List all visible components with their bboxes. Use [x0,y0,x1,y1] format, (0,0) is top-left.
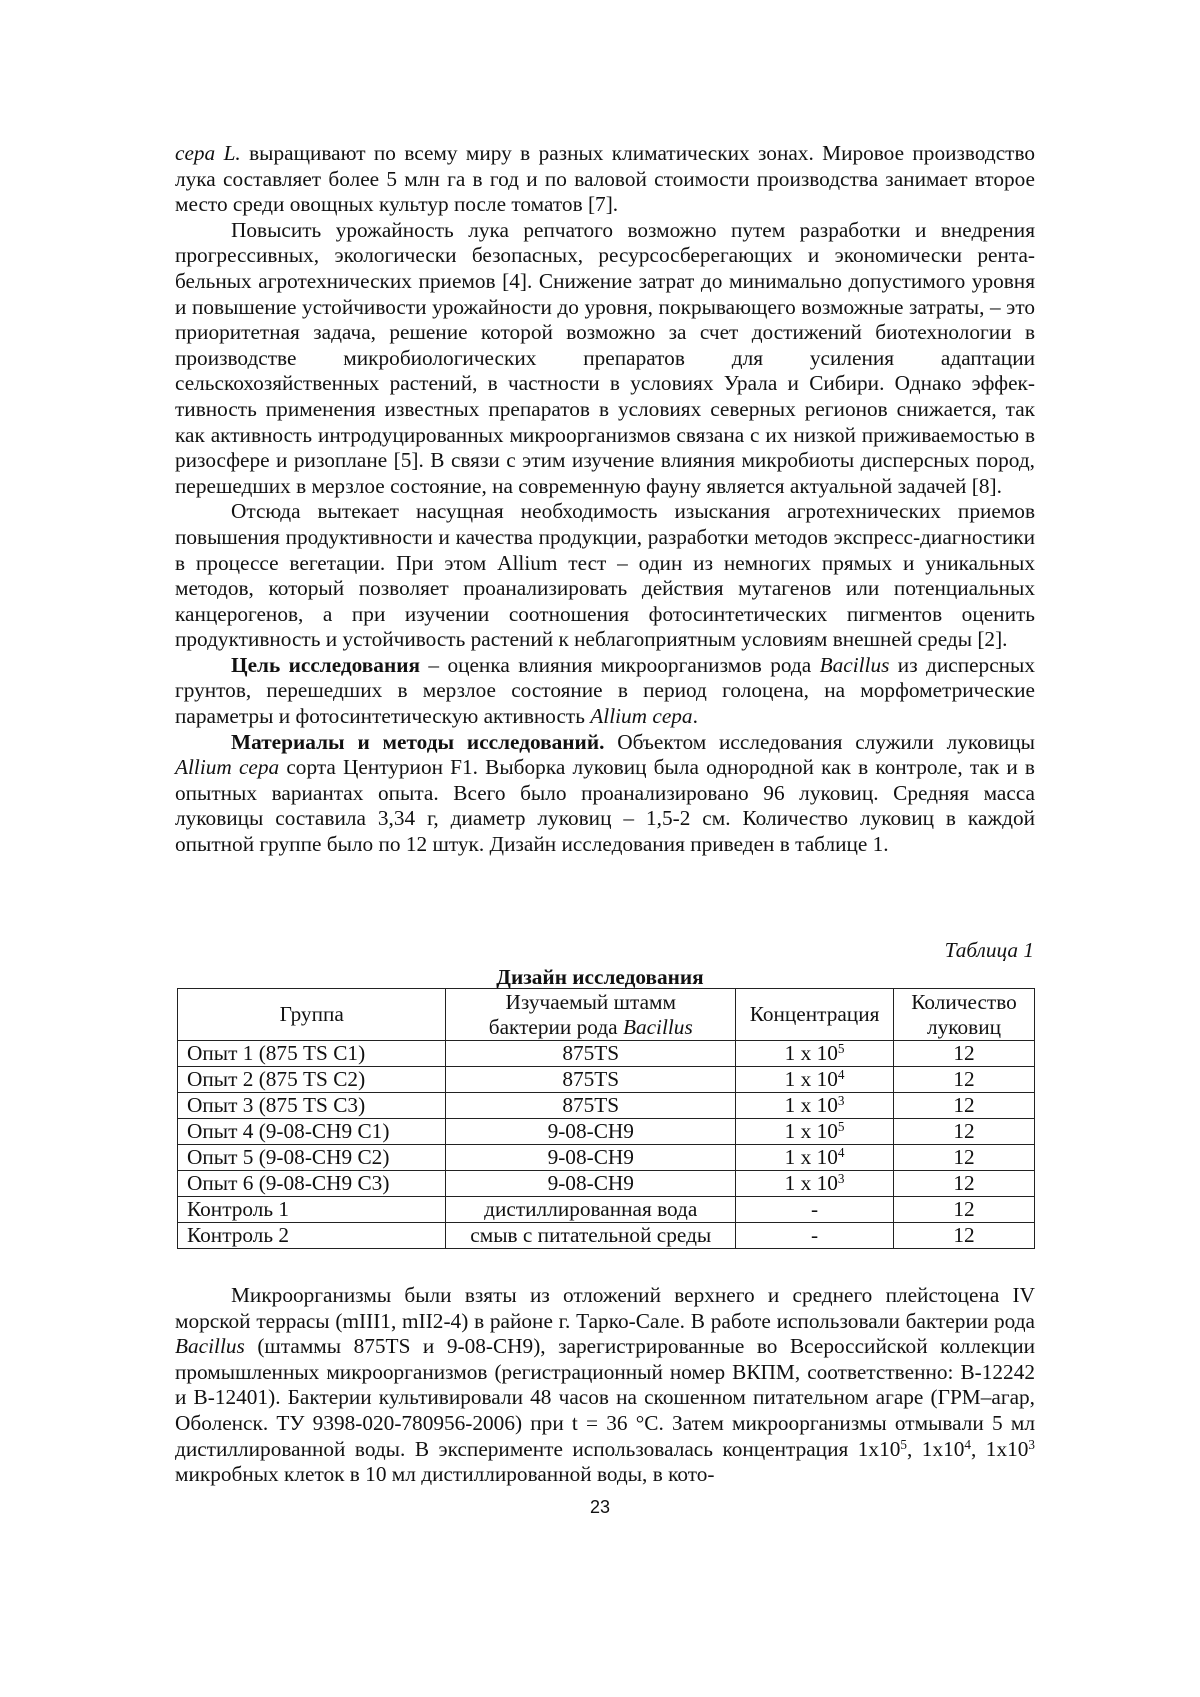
concentration-base: 1 x 10 [784,1041,838,1066]
header-strain-line2: бактерии рода [488,1014,623,1039]
table-title: Дизайн исследования [496,965,704,989]
header-count-line2: луковиц [926,1014,1002,1039]
cell-group: Опыт 4 (9-08-CH9 C1) [178,1119,446,1145]
header-concentration: Концентрация [736,989,894,1041]
table-row [178,1041,1035,1067]
text-run: (штаммы 875TS и 9-08-CH9), зарегистрированные во Всероссийской коллекции промышленных микроорганизмов (регистрационный номер ВКПМ, соответственно: В-12242 и В-12401). Бактерии культивировали 48 часов на скошенном питательном агаре (ГРМ–агар, Оболенск. ТУ 9398-020-780956-2006) при t = 36 °С. Затем микроорганизмы отмывали 5 мл дистиллированной воды. В эксперименте использовалась концентрация 1x10 [175,1334,1035,1461]
text-run: cepa L. [175,141,241,165]
concentration-base: 1 x 10 [784,1093,838,1118]
paragraph [175,730,1035,858]
concentration-exponent: 4 [837,1145,845,1160]
table-body [178,1041,1035,1249]
concentration-base: - [811,1223,819,1248]
table-row [178,1223,1035,1249]
paragraph [175,1283,1035,1488]
text-run: – оценка влияния микроорганизмов рода [420,652,820,677]
table-caption: Таблица 1 [944,938,1034,962]
concentration-exponent: 4 [837,1067,845,1082]
text-run: Материалы и методы исследований. [231,729,605,754]
study-design-table [177,988,1035,1249]
table-row [178,1197,1035,1223]
cell-count: 12 [894,1223,1035,1249]
text-run: , 1x10 [906,1436,965,1461]
text-run: 5 [900,1436,907,1452]
header-group: Группа [178,989,446,1041]
cell-concentration [736,1197,894,1223]
concentration-exponent: 3 [837,1171,845,1186]
cell-concentration [736,1145,894,1171]
concentration-exponent: 5 [837,1119,845,1134]
concentration-exponent: 3 [837,1093,845,1108]
table-row [178,1145,1035,1171]
body-text-bottom [175,1283,1035,1488]
text-run: 4 [964,1436,971,1452]
cell-strain: 9-08-CH9 [446,1119,736,1145]
cell-group: Опыт 5 (9-08-CH9 C2) [178,1145,446,1171]
paragraph [175,499,1035,653]
page-number: 23 [589,1497,611,1517]
cell-strain: 9-08-CH9 [446,1171,736,1197]
body-text-top [175,141,1035,858]
text-run: Объектом исследования служили луковицы [604,729,1035,754]
text-run: Bacillus [819,652,890,677]
cell-strain: смыв с питательной среды [446,1223,736,1249]
text-run: . [692,704,698,729]
paragraph [175,141,1035,218]
text-run: из дисперсных грунтов, перешедших в мерзлое состояние в период голоцена, на морфометрические параметры и фотосинтетическую активность [175,652,1035,729]
cell-group: Контроль 1 [178,1197,446,1223]
text-run: 3 [1028,1436,1035,1452]
cell-strain: 875TS [446,1093,736,1119]
concentration-base: - [811,1197,819,1222]
cell-count: 12 [894,1171,1035,1197]
text-run: Allium cepa [175,755,280,780]
text-run: Повысить урожайность лука репчатого возможно путем разработки и внедрения прогрессивных, экологически безопасных, ресурсосберегающих и экономически рентабельных агротехнических приемов [4]. Снижение затрат до минимально допустимого уровня и повышение устойчивости урожайности до уровня, покрывающего возможные затраты, – это приоритетная задача, решение которой возможно за счет достижений биотехнологии в производстве микробиологических препаратов для усиления адаптации сельскохозяйственных растений, в частности в условиях Урала и Сибири. Однако эффективность применения известных препаратов в условиях северных регионов снижается, так как активность интродуцированных микроорганизмов связана с их низкой приживаемостью в ризосфере и ризоплане [5]. В связи с этим изучение влияния микробиоты дисперсных пород, перешедших в мерзлое состояние, на современную фауну является актуальной задачей [8]. [175,217,1035,498]
table-row [178,1093,1035,1119]
concentration-base: 1 x 10 [784,1145,838,1170]
cell-concentration [736,1067,894,1093]
concentration-base: 1 x 10 [784,1119,838,1144]
cell-concentration [736,1223,894,1249]
cell-count: 12 [894,1119,1035,1145]
text-run: микробных клеток в 10 мл дистиллированной воды, в кото- [175,1462,715,1487]
text-run: Микроорганизмы были взяты из отложений верхнего и среднего плейстоцена IV морской террасы (mIII1, mII2-4) в районе г. Тарко-Сале. В работе использовали бактерии рода [175,1283,1035,1333]
table-row [178,1171,1035,1197]
paragraph [175,218,1035,500]
header-count-line1: Количество [911,990,1017,1014]
text-run: Bacillus [175,1334,245,1359]
cell-group: Опыт 3 (875 TS C3) [178,1093,446,1119]
text-run: выращивают по всему миру в разных климатических зонах. Мировое производство лука составляет более 5 млн га в год и по валовой стоимости производства занимает второе место среди овощных культур после томатов [7]. [175,141,1036,217]
cell-group: Опыт 2 (875 TS C2) [178,1067,446,1093]
cell-strain: дистиллированная вода [446,1197,736,1223]
header-strain-genus: Bacillus [622,1014,693,1039]
table-header-row [178,989,1035,1041]
cell-group: Контроль 2 [178,1223,446,1249]
text-run: сорта Центурион F1. Выборка луковиц была однородной как в контроле, так и в опытных вариантах опыта. Всего было проанализировано 96 луковиц. Средняя масса луковицы составила 3,34 г, диаметр луковиц – 1,5-2 см. Количество луковиц в каждой опытной группе было по 12 штук. Дизайн исследования приведен в таблице 1. [175,755,1035,857]
table-row [178,1119,1035,1145]
text-run: Отсюда вытекает насущная необходимость изыскания агротехнических приемов повышения продуктивности и качества продукции, разработки методов экспресс-диагностики в процессе вегетации. При этом Allium тест – один из немногих прямых и уникальных методов, который позволяет проанализировать действия мутагенов или потенциальных канцерогенов, а при изучении соотношения фотосинтетических пигментов оценить продуктивность и устойчивость растений к неблагоприятным условиям внешней среды [2]. [175,499,1035,652]
header-strain [446,989,736,1041]
header-count [894,989,1035,1041]
cell-group: Опыт 6 (9-08-CH9 C3) [178,1171,446,1197]
header-strain-line1: Изучаемый штамм [505,990,676,1014]
cell-concentration [736,1119,894,1145]
text-run: , 1x10 [970,1436,1029,1461]
text-run: Allium cepa [590,704,693,729]
concentration-base: 1 x 10 [784,1171,838,1196]
cell-strain: 875TS [446,1067,736,1093]
cell-group: Опыт 1 (875 TS C1) [178,1041,446,1067]
paragraph [175,653,1035,730]
cell-count: 12 [894,1093,1035,1119]
concentration-exponent: 5 [837,1041,845,1056]
cell-count: 12 [894,1041,1035,1067]
cell-concentration [736,1041,894,1067]
cell-count: 12 [894,1067,1035,1093]
cell-concentration [736,1171,894,1197]
table-row [178,1067,1035,1093]
concentration-base: 1 x 10 [784,1067,838,1092]
cell-concentration [736,1093,894,1119]
cell-count: 12 [894,1197,1035,1223]
cell-strain: 9-08-CH9 [446,1145,736,1171]
text-run: Цель исследования [231,652,421,677]
cell-count: 12 [894,1145,1035,1171]
cell-strain: 875TS [446,1041,736,1067]
